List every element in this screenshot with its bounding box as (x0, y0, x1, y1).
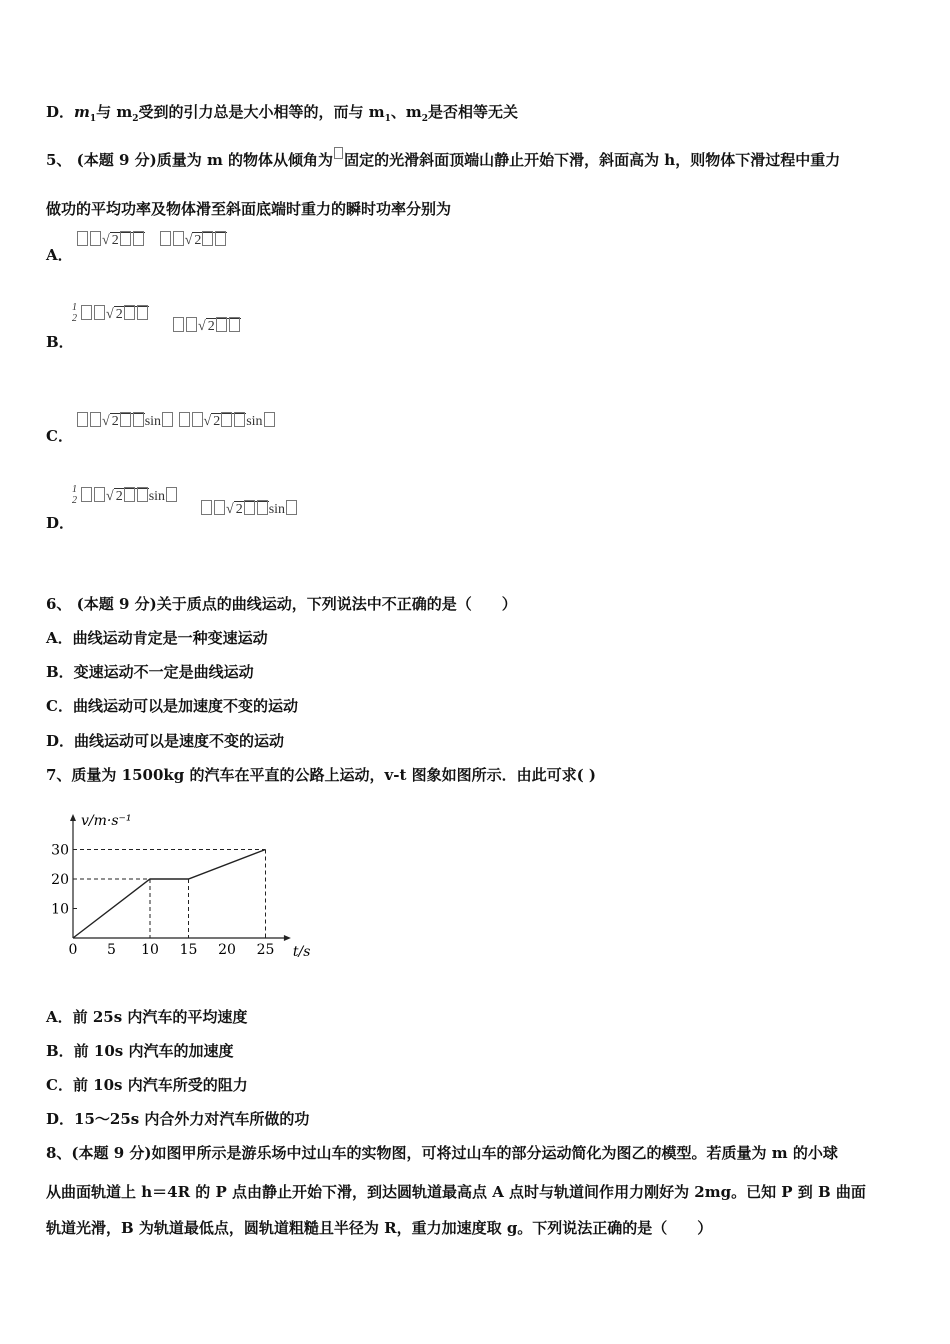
x-tick-label: 25 (256, 942, 275, 958)
missing-symbol-icon (334, 147, 343, 159)
x-tick-label: 10 (141, 942, 159, 958)
y-axis-arrow (70, 814, 76, 821)
y-tick-label: 30 (51, 842, 69, 859)
q5-option-c-formula: √ 2 sin √ 2 sin (76, 412, 276, 430)
q5-option-b-formula-2: √ 2 (172, 317, 241, 335)
q4-option-d: D．$m_1$与 $m_2$受到的引力总是大小相等的，而与 $m_1$、$m_2$是否相等无关 (46, 103, 519, 124)
q6-option-c: C．曲线运动可以是加速度不变的运动 (46, 697, 298, 715)
q8-stem-line3: 轨道光滑，B 为轨道最低点，圆轨道粗糙且半径为 R，重力加速度取 g。下列说法正确的是（ ） (46, 1219, 713, 1237)
q5-option-a-label: A． (46, 246, 73, 264)
x-tick-label: 5 (107, 942, 116, 958)
q5-option-a-formula: √ 2 √ 2 (76, 231, 227, 249)
q7-option-c: C．前 10s 内汽车所受的阻力 (46, 1076, 248, 1094)
q5-option-b-formula-1: 1 2 √ 2 (72, 302, 149, 324)
y-tick-label: 10 (51, 901, 69, 918)
q5-stem-line1: 5、 (本题 9 分)质量为 m 的物体从倾角为 固定的光滑斜面顶端山静止开始下滑，斜面高为 h，则物体下滑过程中重力 (46, 147, 840, 171)
q7-option-a: A．前 25s 内汽车的平均速度 (46, 1008, 248, 1026)
q5-stem-line2: 做功的平均功率及物体滑至斜面底端时重力的瞬时功率分别为 (46, 200, 452, 218)
y-tick-label: 20 (51, 872, 69, 888)
q7-option-d: D．15～25s 内合外力对汽车所做的功 (46, 1110, 310, 1128)
q5-option-d-formula-1: 1 2 √ 2 sin (72, 484, 178, 506)
q7-option-b: B．前 10s 内汽车的加速度 (46, 1042, 234, 1060)
option-label: D． (46, 103, 75, 121)
y-axis-label: v/m·s⁻¹ (81, 813, 132, 829)
q6-option-b: B．变速运动不一定是曲线运动 (46, 663, 254, 681)
x-tick-label: 20 (218, 942, 236, 958)
vt-graph (40, 805, 320, 965)
q5-option-b-label: B． (46, 333, 74, 351)
x-axis-label: t/s (292, 944, 311, 960)
q5-option-d-label: D． (46, 514, 75, 532)
q6-option-d: D．曲线运动可以是速度不变的运动 (46, 732, 285, 750)
q5-option-c-label: C． (46, 427, 73, 445)
x-tick-label: 15 (179, 942, 198, 958)
q5-option-d-formula-2: √ 2 sin (200, 500, 298, 518)
q7-stem: 7、质量为 1500kg 的汽车在平直的公路上运动，v-t 图象如图所示．由此可求( ) (46, 766, 597, 784)
x-axis-arrow (284, 935, 291, 941)
q8-stem-line2: 从曲面轨道上 h＝4R 的 P 点由静止开始下滑，到达圆轨道最高点 A 点时与轨道间作用力刚好为 2mg。已知 P 到 B 曲面 (46, 1183, 866, 1201)
x-tick-label: 0 (68, 942, 78, 958)
q6-stem: 6、 (本题 9 分)关于质点的曲线运动，下列说法中不正确的是（ ） (46, 595, 517, 613)
q6-option-a: A．曲线运动肯定是一种变速运动 (46, 629, 268, 647)
series-line-v (73, 850, 266, 939)
q8-stem-line1: 8、(本题 9 分)如图甲所示是游乐场中过山车的实物图，可将过山车的部分运动简化为图乙的模型。若质量为 m 的小球 (46, 1144, 838, 1162)
